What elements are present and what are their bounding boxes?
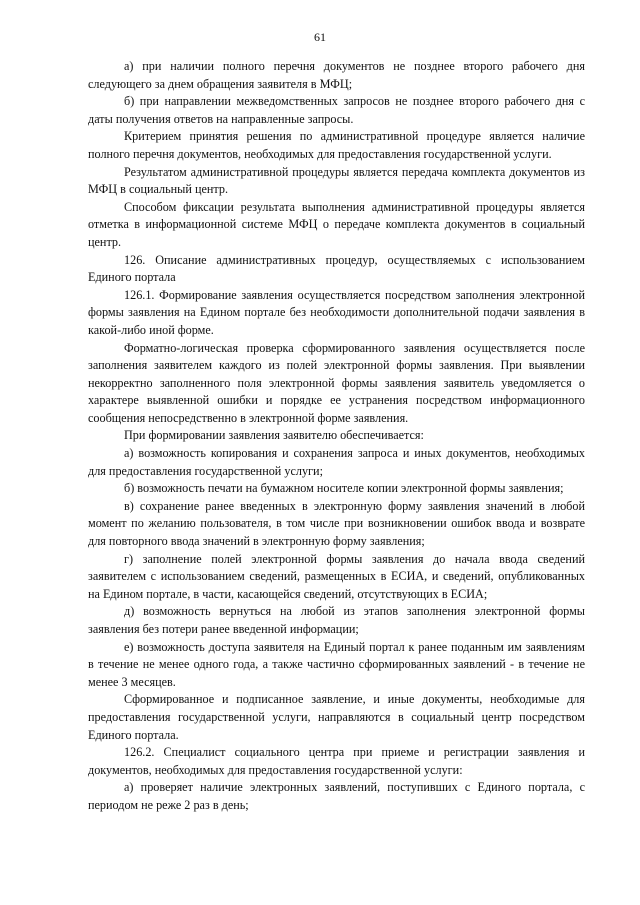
- paragraph-126-2: 126.2. Специалист социального центра при приеме и регистрации заявления и документов, необходимых для предоставления государственной услуги:: [88, 745, 585, 777]
- list-item-e-access-previous: е) возможность доступа заявителя на Единый портал к ранее поданным им заявлениям в течение не менее одного года, а также частично сформированных заявлений - в течение не менее 3 месяцев.: [88, 639, 585, 689]
- paragraph-item-b-interagency-requests: б) при направлении межведомственных запросов не позднее второго рабочего дня с даты получения ответов на направленные запросы.: [88, 94, 585, 126]
- page-number: 61: [314, 30, 326, 44]
- section-heading-126: 126. Описание административных процедур, осуществляемых с использованием Единого портала: [88, 252, 585, 285]
- list-item-a-check-applications: а) проверяет наличие электронных заявлений, поступивших с Единого портала, с периодом не реже 2 раз в день;: [88, 780, 585, 812]
- paragraph-applicant-provided: При формировании заявления заявителю обеспечивается:: [124, 428, 424, 443]
- paragraph-signed-application: Сформированное и подписанное заявление, и иные документы, необходимые для предоставления государственной услуги, направляются в социальный центр посредством Единого портала.: [88, 692, 585, 742]
- document-body: [88, 58, 585, 815]
- paragraph-decision-criterion: Критерием принятия решения по административной процедуре является наличие полного перечня документов, необходимых для предоставления государственной услуги.: [88, 129, 585, 161]
- list-item-v-save-values: в) сохранение ранее введенных в электронную форму заявления значений в любой момент по желанию пользователя, в том числе при возникновении ошибок ввода и возврате для повторного ввода значений в электронную форму заявления;: [88, 498, 585, 549]
- paragraph-procedure-result: Результатом административной процедуры является передача комплекта документов из МФЦ в социальный центр.: [88, 164, 585, 197]
- list-item-d-return-step: д) возможность вернуться на любой из этапов заполнения электронной формы заявления без потери ранее введенной информации;: [88, 604, 585, 636]
- list-item-a-copy-save: а) возможность копирования и сохранения запроса и иных документов, необходимых для предоставления государственной услуги;: [88, 446, 585, 478]
- paragraph-item-a-full-list: а) при наличии полного перечня документов не позднее второго рабочего дня следующего за днем обращения заявителя в МФЦ;: [88, 59, 585, 91]
- paragraph-126-1: 126.1. Формирование заявления осуществляется посредством заполнения электронной формы заявления на Едином портале без необходимости дополнительной подачи заявления в какой-либо иной форме.: [88, 287, 585, 337]
- paragraph-result-fixation: Способом фиксации результата выполнения административной процедуры является отметка в информационной системе МФЦ о передаче комплекта документов в социальный центр.: [88, 199, 585, 249]
- paragraph-format-logic-check: Форматно-логическая проверка сформированного заявления осуществляется после заполнения заявителем каждого из полей электронной формы заявления. При выявлении некорректно заполненного поля электронной формы заявления заявитель уведомляется о характере выявленной ошибки и порядке ее устранения посредством информационного сообщения непосредственно в электронной форме заявления.: [88, 340, 585, 425]
- list-item-g-prefill: г) заполнение полей электронной формы заявления до начала ввода сведений заявителем с использованием сведений, размещенных в ЕСИА, и сведений, опубликованных на Едином портале, в части, касающейся сведений, отсутствующих в ЕСИА;: [88, 551, 585, 601]
- list-item-b-print: б) возможность печати на бумажном носителе копии электронной формы заявления;: [124, 481, 564, 496]
